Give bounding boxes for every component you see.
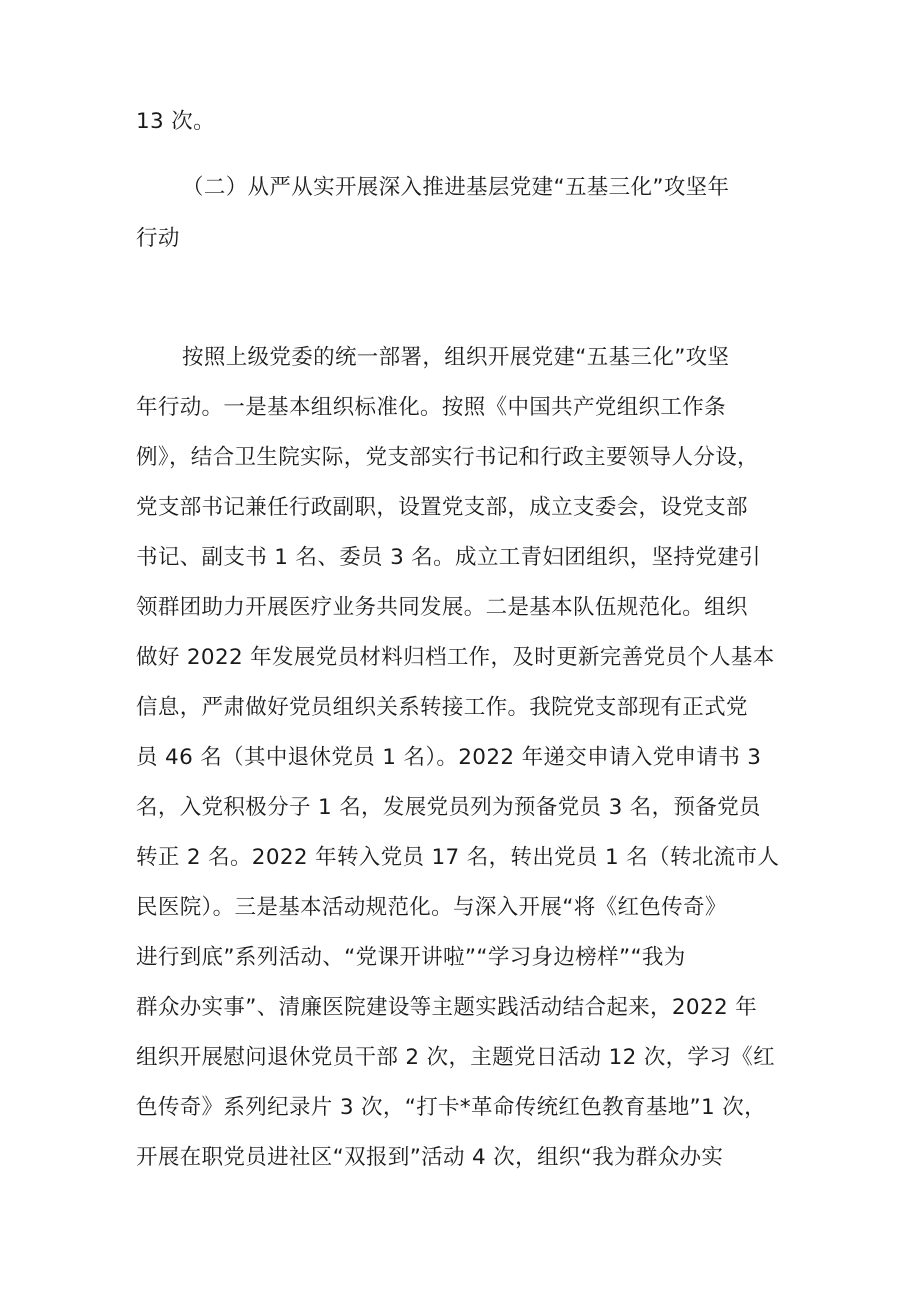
- paragraph-line: 党支部书记兼任行政副职，设置党支部，成立支委会，设党支部: [136, 495, 748, 520]
- paragraph-line: 名，入党积极分子 1 名，发展党员列为预备党员 3 名，预备党员: [136, 795, 761, 820]
- paragraph-line: 做好 2022 年发展党员材料归档工作，及时更新完善党员个人基本: [136, 645, 775, 670]
- paragraph-line: 色传奇》系列纪录片 3 次，“打卡*革命传统红色教育基地”1 次，: [136, 1095, 766, 1120]
- paragraph-line: 组织开展慰问退休党员干部 2 次，主题党日活动 12 次，学习《红: [136, 1045, 775, 1070]
- section-heading-line: 行动: [136, 226, 180, 251]
- paragraph-line: 领群团助力开展医疗业务共同发展。二是基本队伍规范化。组织: [136, 595, 748, 620]
- paragraph-line: 进行到底”系列活动、“党课开讲啦”“学习身边榜样”“我为: [136, 945, 686, 970]
- paragraph-line: 书记、副支书 1 名、委员 3 名。成立工青妇团组织，坚持党建引: [136, 545, 761, 570]
- paragraph-line: 13 次。: [136, 109, 215, 134]
- paragraph-line: 信息，严肃做好党员组织关系转接工作。我院党支部现有正式党: [136, 695, 748, 720]
- paragraph-line: 开展在职党员进社区“双报到”活动 4 次，组织“我为群众办实: [136, 1145, 724, 1170]
- paragraph-line: 群众办实事”、清廉医院建设等主题实践活动结合起来，2022 年: [136, 995, 758, 1020]
- paragraph-line: 民医院）。三是基本活动规范化。与深入开展“将《红色传奇》: [136, 895, 727, 920]
- paragraph-line: 员 46 名（其中退休党员 1 名）。2022 年递交申请入党申请书 3: [136, 745, 762, 770]
- paragraph-line: 例》，结合卫生院实际，党支部实行书记和行政主要领导人分设，: [136, 445, 759, 470]
- paragraph-line: 年行动。一是基本组织标准化。按照《中国共产党组织工作条: [136, 395, 726, 420]
- section-heading-line: （二）从严从实开展深入推进基层党建“五基三化”攻坚年: [182, 175, 730, 200]
- paragraph-line: 按照上级党委的统一部署，组织开展党建“五基三化”攻坚: [182, 345, 730, 370]
- paragraph-line: 转正 2 名。2022 年转入党员 17 名，转出党员 1 名（转北流市人: [136, 845, 780, 870]
